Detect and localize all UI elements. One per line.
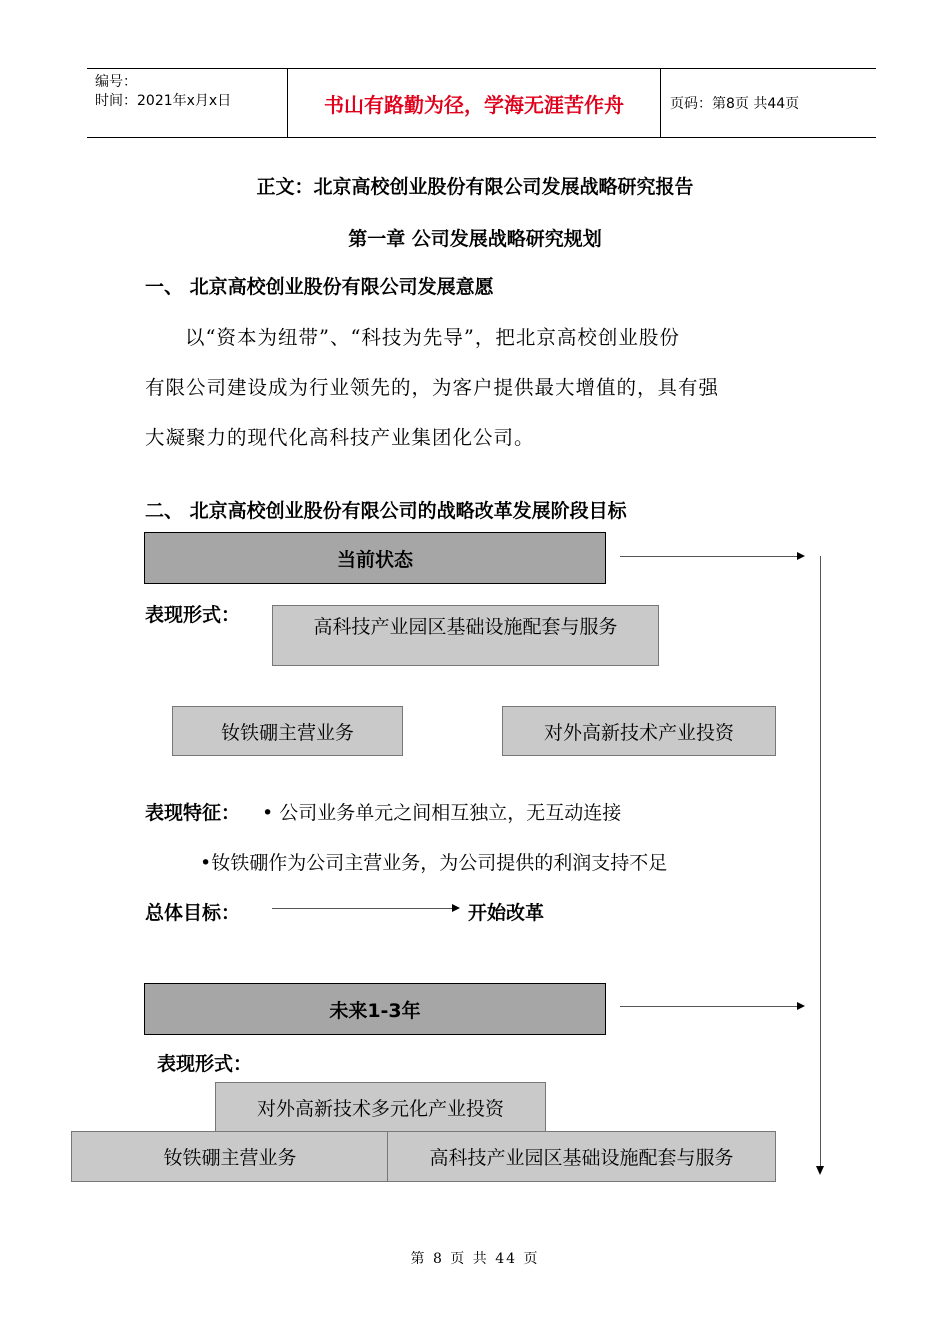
- timeline-line: [820, 556, 821, 1166]
- box-ndfeb-main-business: 钕铁硼主营业务: [172, 706, 403, 756]
- stage-future-title: 未来1-3年: [144, 983, 606, 1035]
- arrow-right-icon: [797, 552, 805, 560]
- box-diversified-investment: 对外高新技术多元化产业投资: [215, 1082, 546, 1132]
- connector-line: [620, 556, 798, 557]
- number-label: 编号：: [95, 74, 137, 90]
- header-table: [87, 68, 876, 138]
- box-ndfeb-main-business: 钕铁硼主营业务: [71, 1131, 389, 1182]
- header-motto: 书山有路勤为径，学海无涯苦作舟: [324, 92, 624, 117]
- feature-item-1: • 公司业务单元之间相互独立，无互动连接: [262, 802, 622, 824]
- stage-current-title: 当前状态: [144, 532, 606, 584]
- chapter-title: 第一章 公司发展战略研究规划: [348, 228, 602, 250]
- header-divider: [660, 69, 661, 137]
- time-label: 时间：2021年x月x日: [95, 93, 232, 109]
- stage-current-goal-label: 总体目标：: [145, 902, 241, 924]
- feature-item-2: •钕铁硼作为公司主营业务，为公司提供的利润支持不足: [200, 852, 668, 874]
- arrow-right-icon: [797, 1002, 805, 1010]
- page-footer: 第 8 页 共 44 页: [410, 1251, 540, 1267]
- section1-line-1: 以“资本为纽带”、“科技为先导”，把北京高校创业股份: [185, 326, 680, 349]
- stage-current-feature-label: 表现特征：: [145, 802, 241, 824]
- connector-line: [620, 1006, 798, 1007]
- stage-future-form-label: 表现形式：: [157, 1053, 253, 1075]
- section2-heading: 二、 北京高校创业股份有限公司的战略改革发展阶段目标: [145, 500, 627, 522]
- section1-line-3: 大凝聚力的现代化高科技产业集团化公司。: [145, 426, 535, 449]
- stage-current-form-label: 表现形式：: [145, 604, 241, 626]
- section1-line-2: 有限公司建设成为行业领先的，为客户提供最大增值的，具有强: [145, 376, 720, 399]
- document-title: 正文：北京高校创业股份有限公司发展战略研究报告: [256, 176, 694, 198]
- header-meta: [95, 73, 231, 111]
- header-page-info: 页码：第8页 共44页: [670, 96, 800, 112]
- box-external-investment: 对外高新技术产业投资: [502, 706, 776, 756]
- box-park-services: 高科技产业园区基础设施配套与服务: [272, 605, 659, 666]
- section1-heading: 一、 北京高校创业股份有限公司发展意愿: [145, 276, 494, 298]
- stage-current-goal-value: 开始改革: [468, 902, 545, 924]
- arrow-right-icon: [452, 904, 460, 912]
- goal-arrow-line: [272, 908, 452, 909]
- box-park-services: 高科技产业园区基础设施配套与服务: [387, 1131, 776, 1182]
- arrow-down-icon: [816, 1166, 824, 1175]
